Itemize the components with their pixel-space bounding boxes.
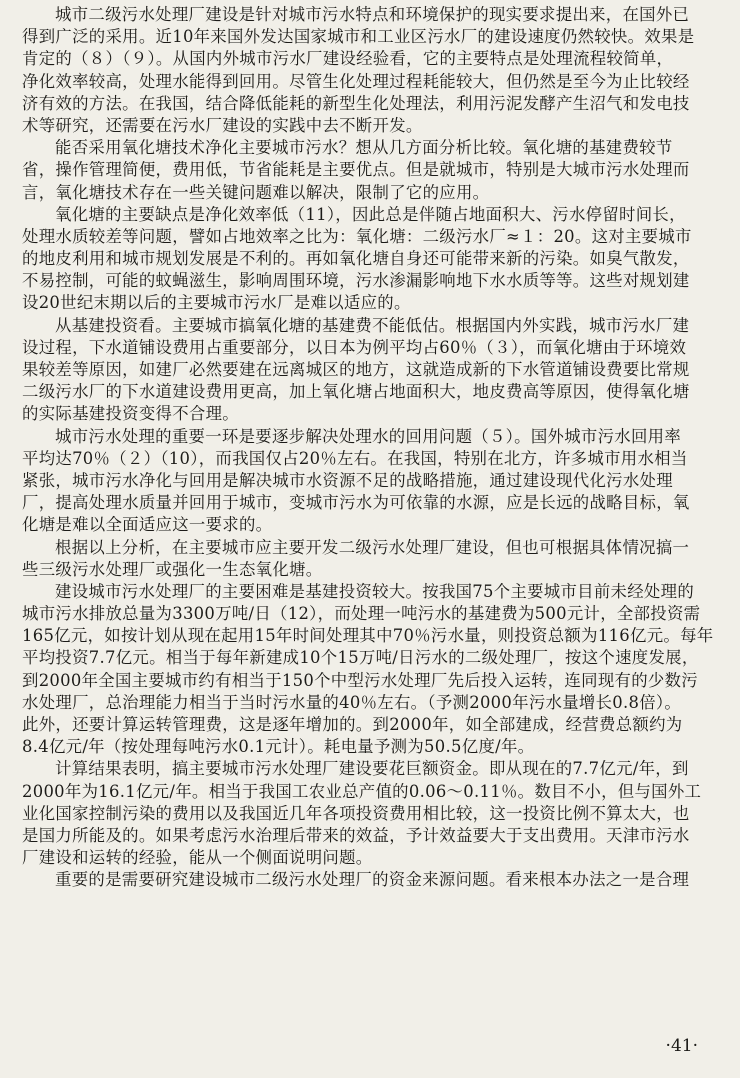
text-line: 从基建投资看。主要城市搞氧化塘的基建费不能低估。根据国内外实践，城市污水厂建 <box>55 315 690 335</box>
text-line: 165亿元，如按计划从现在起用15年时间处理其中70％污水量，则投资总额为116亿元。每年 <box>22 626 714 646</box>
paragraph <box>22 204 722 315</box>
text-line: 厂，提高处理水质量并回用于城市，变城市污水为可依靠的水源，应是长远的战略目标，氧 <box>22 493 690 513</box>
text-line: 得到广泛的采用。近10年来国外发达国家城市和工业区污水厂的建设速度仍然较快。效果是 <box>22 27 695 47</box>
paragraph <box>22 869 722 891</box>
text-line: 此外，还要计算运转管理费，这是逐年增加的。到2000年，如全部建成，经营费总额约为 <box>22 715 683 734</box>
text-line: 建设城市污水处理厂的主要困难是基建投资较大。按我国75个主要城市目前未经处理的 <box>55 581 695 601</box>
text-line: 些三级污水处理厂或强化一生态氧化塘。 <box>22 559 323 579</box>
text-line: 水处理厂，总治理能力相当于当时污水量的40％左右。（予测2000年污水量增长0.8倍）。 <box>22 692 682 712</box>
text-line: 根据以上分析，在主要城市应主要开发二级污水处理厂建设，但也可根据具体情况搞一 <box>55 537 690 557</box>
text-line: 氧化塘的主要缺点是净化效率低（11），因此总是伴随占地面积大、污水停留时间长， <box>55 204 686 224</box>
text-line: 城市污水排放总量为3300万吨/日（12），而处理一吨污水的基建费为500元计，全部投资需 <box>22 604 701 624</box>
paragraph <box>22 581 722 759</box>
text-line: 重要的是需要研究建设城市二级污水处理厂的资金来源问题。看来根本办法之一是合理 <box>55 870 690 890</box>
text-line: 不易控制，可能的蚊蝇滋生，影响周围环境，污水渗漏影响地下水水质等等。这些对规划建 <box>22 271 690 291</box>
text-line: 城市污水处理的重要一环是要逐步解决处理水的回用问题（５）。国外城市污水回用率 <box>55 426 682 446</box>
text-line: 业化国家控制污染的费用以及我国近几年各项投资费用相比较，这一投资比例不算太大，也 <box>22 803 690 823</box>
text-line: 城市二级污水处理厂建设是针对城市污水特点和环境保护的现实要求提出来，在国外已 <box>55 5 690 24</box>
paragraph <box>22 315 722 426</box>
text-line: 设过程，下水道铺设费用占重要部分，以日本为例平均占60％（３），而氧化塘由于环境效 <box>22 337 687 357</box>
text-line: 济有效的方法。在我国，结合降低能耗的新型生化处理法，利用污泥发酵产生沼气和发电技 <box>22 93 690 113</box>
body-text <box>22 4 722 892</box>
page-number: ·41· <box>665 1036 698 1056</box>
text-line: 省，操作管理简便，费用低，节省能耗是主要优点。但是就城市，特别是大城市污水处理而 <box>22 160 690 180</box>
text-line: 紧张，城市污水净化与回用是解决城市水资源不足的战略措施，通过建设现代化污水处理 <box>22 470 673 490</box>
text-line: 肯定的（８）（９）。从国内外城市污水厂建设经验看，它的主要特点是处理流程较简单， <box>22 49 674 69</box>
text-line: 处理水质较差等问题，譬如占地效率之比为：氧化塘：二级污水厂≈１：20。这对主要城市 <box>22 226 692 246</box>
paragraph <box>22 4 722 137</box>
text-line: 的实际基建投资变得不合理。 <box>22 404 239 424</box>
text-line: 计算结果表明，搞主要城市污水处理厂建设要花巨额资金。即从现在的7.7亿元/年，到 <box>55 759 689 779</box>
text-line: 净化效率较高，处理水能得到回用。尽管生化处理过程耗能较大，但仍然是至今为止比较经 <box>22 71 690 91</box>
text-line: 平均投资7.7亿元。相当于每年新建成10个15万吨/日污水的二级处理厂，按这个速度发展， <box>22 648 699 668</box>
text-line: 术等研究，还需要在污水厂建设的实践中去不断开发。 <box>22 115 423 135</box>
text-line: 是国力所能及的。如果考虑污水治理后带来的效益，予计效益要大于支出费用。天津市污水 <box>22 825 690 845</box>
text-line: 设20世纪末期以后的主要城市污水厂是难以适应的。 <box>22 293 411 313</box>
paragraph <box>22 137 722 204</box>
paragraph <box>22 758 722 869</box>
text-line: 平均达70％（２）（10），而我国仅占20％左右。在我国，特别在北方，许多城市用水相当 <box>22 448 688 468</box>
text-line: 的地皮利用和城市规划发展是不利的。再如氧化塘自身还可能带来新的污染。如臭气散发， <box>22 249 690 269</box>
text-line: 到2000年全国主要城市约有相当于150个中型污水处理厂先后投入运转，连同现有的少数污 <box>22 670 698 690</box>
text-line: 言，氧化塘技术存在一些关键问题难以解决，限制了它的应用。 <box>22 182 490 202</box>
text-line: 二级污水厂的下水道建设费用更高，加上氧化塘占地面积大，地皮费高等原因，使得氧化塘 <box>22 382 690 402</box>
text-line: 2000年为16.1亿元/年。相当于我国工农业总产值的0.06～0.11％。数目不小，但与国外工 <box>22 781 702 801</box>
paragraph <box>22 537 722 581</box>
text-line: 能否采用氧化塘技术净化主要城市污水？想从几方面分析比较。氧化塘的基建费较节 <box>55 138 673 158</box>
text-line: 8.4亿元/年（按处理每吨污水0.1元计）。耗电量予测为50.5亿度/年。 <box>22 737 535 757</box>
text-line: 厂建设和运转的经验，能从一个侧面说明问题。 <box>22 848 373 868</box>
text-line: 果较差等原因，如建厂必然要建在远离城区的地方，这就造成新的下水管道铺设费要比常规 <box>22 360 690 379</box>
paragraph <box>22 426 722 537</box>
text-line: 化塘是难以全面适应这一要求的。 <box>22 515 273 535</box>
